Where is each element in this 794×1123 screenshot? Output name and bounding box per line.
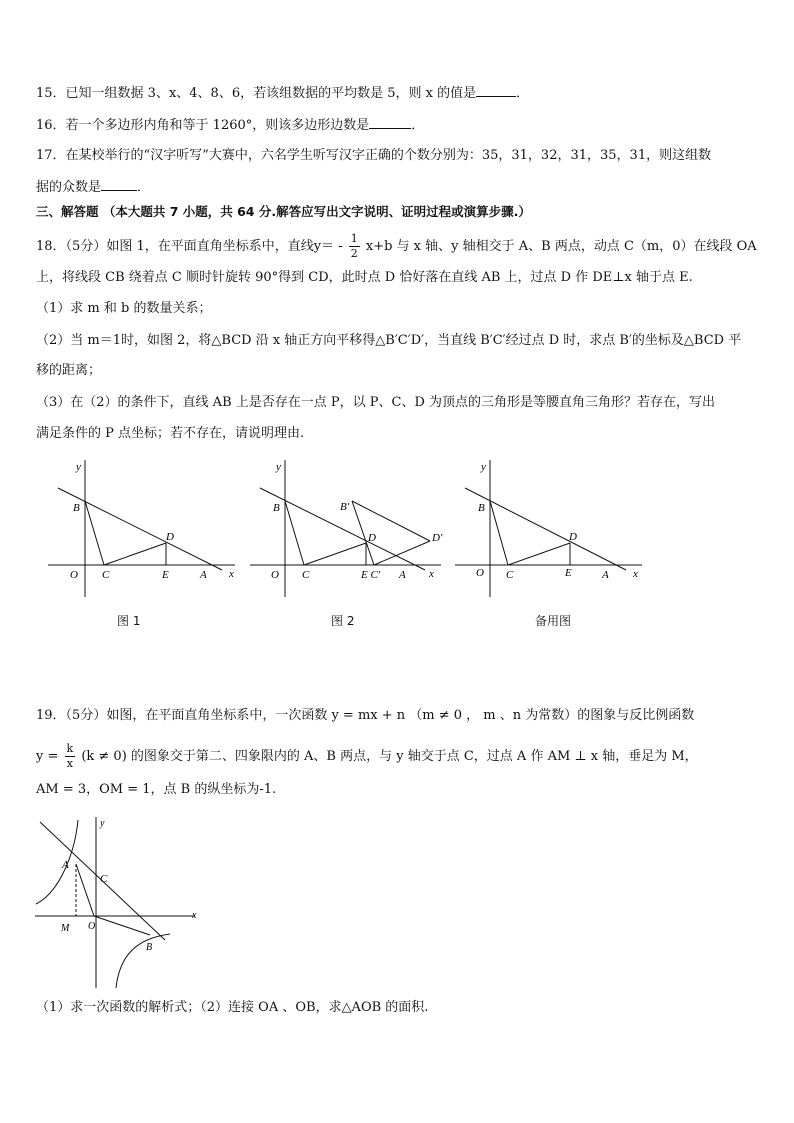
- question-19-line1: 19．（5分）如图，在平面直角坐标系中，一次函数 y = mx + n （m ≠ 0 ， m 、n 为常数）的图象与反比例函数: [36, 708, 695, 723]
- label-D-prime: D′: [432, 532, 443, 544]
- label-E-C-prime: E C′: [361, 569, 381, 581]
- figure-q19: [30, 812, 210, 992]
- label-B: B: [146, 942, 153, 953]
- label-A: A: [62, 859, 69, 871]
- question-15: 15．已知一组数据 3、x、4、8、6，若该组数据的平均数是 5，则 x 的值是 ．: [36, 82, 529, 104]
- label-x: x: [192, 910, 197, 921]
- question-19-parts: （1）求一次函数的解析式；（2）连接 OA 、OB，求△AOB 的面积.: [36, 1000, 429, 1015]
- label-C: C: [302, 569, 310, 581]
- label-x: x: [229, 568, 234, 580]
- label-A: A: [200, 569, 207, 581]
- label-D: D: [569, 531, 577, 543]
- label-E: E: [162, 569, 169, 581]
- label-O: O: [70, 569, 78, 581]
- question-18-part3: （3）在（2）的条件下，直线 AB 上是否存在一点 P，以 P、C、D 为顶点的三角形是等腰直角三角形？若存在，写出: [36, 395, 716, 410]
- label-x: x: [633, 568, 638, 580]
- label-A: A: [399, 569, 406, 581]
- label-C: C: [102, 569, 110, 581]
- label-B: B: [73, 502, 80, 514]
- label-E: E: [565, 567, 572, 579]
- label-O: O: [476, 567, 484, 579]
- figure-spare: [450, 455, 650, 605]
- question-19-line2: y = $\frac{k}{x}$ (k ≠ 0) 的图象交于第二、四象限内的 A、B 两点，与 y 轴交于点 C，过点 A 作 AM ⊥ x 轴，垂足为 M，: [36, 742, 698, 770]
- label-B: B: [478, 502, 485, 514]
- label-y: y: [481, 461, 486, 473]
- answer-blank: [476, 82, 516, 97]
- question-18-part2-cont: 移的距离；: [36, 363, 102, 378]
- question-17-line2: 据的众数是 ．: [36, 176, 150, 198]
- question-19-line3: AM = 3，OM = 1，点 B 的纵坐标为-1.: [36, 782, 277, 797]
- figure-2: [245, 455, 450, 605]
- label-O: O: [271, 569, 279, 581]
- label-A: A: [602, 569, 609, 581]
- question-18-part2: （2）当 m＝1时，如图 2，将△BCD 沿 x 轴正方向平移得△B′C′D′，当直线 B′C′经过点 D 时，求点 B′的坐标及△BCD 平: [36, 333, 742, 348]
- label-x: x: [429, 568, 434, 580]
- question-18-line2: 上，将线段 CB 绕着点 C 顺时针旋转 90°得到 CD，此时点 D 恰好落在直线 AB 上，过点 D 作 DE⊥x 轴于点 E.: [36, 270, 693, 285]
- question-18-line1: 18．（5分）如图 1，在平面直角坐标系中，直线y＝ - $\frac{1}{2}$ x+b 与 x 轴、y 轴相交于 A、B 两点，动点 C（m，0）在线段 OA: [36, 232, 757, 260]
- caption-figure-1: 图 1: [117, 614, 141, 628]
- label-D: D: [368, 532, 376, 544]
- label-M: M: [61, 923, 70, 934]
- answer-blank: [101, 176, 137, 191]
- fraction-k-over-x: $\frac{k}{x}$: [66, 742, 74, 770]
- label-C: C: [506, 569, 514, 581]
- label-B: B: [273, 502, 280, 514]
- figure-1: [40, 455, 245, 605]
- answer-blank: [369, 114, 411, 129]
- label-y: y: [276, 461, 281, 473]
- caption-spare-figure: 备用图: [535, 614, 572, 628]
- question-16: 16．若一个多边形内角和等于 1260°，则该多边形边数是 ．: [36, 114, 424, 136]
- label-y: y: [76, 461, 81, 473]
- label-O: O: [88, 921, 96, 932]
- caption-figure-2: 图 2: [331, 614, 355, 628]
- label-y: y: [100, 818, 105, 829]
- fraction-half: $\frac{1}{2}$: [350, 232, 358, 260]
- label-B-prime: B′: [340, 501, 350, 513]
- question-18-part1: （1）求 m 和 b 的数量关系；: [36, 301, 212, 316]
- question-18-part3-cont: 满足条件的 P 点坐标；若不存在，请说明理由.: [36, 426, 305, 441]
- section-heading: 三、解答题 （本大题共 7 小题，共 64 分.解答应写出文字说明、证明过程或演算步骤.）: [36, 204, 531, 219]
- label-C: C: [100, 873, 108, 885]
- label-D: D: [166, 531, 174, 543]
- question-17-line1: 17．在某校举行的“汉字听写”大赛中，六名学生听写汉字正确的个数分别为：35，31，32，31，35，31，则这组数: [36, 148, 712, 163]
